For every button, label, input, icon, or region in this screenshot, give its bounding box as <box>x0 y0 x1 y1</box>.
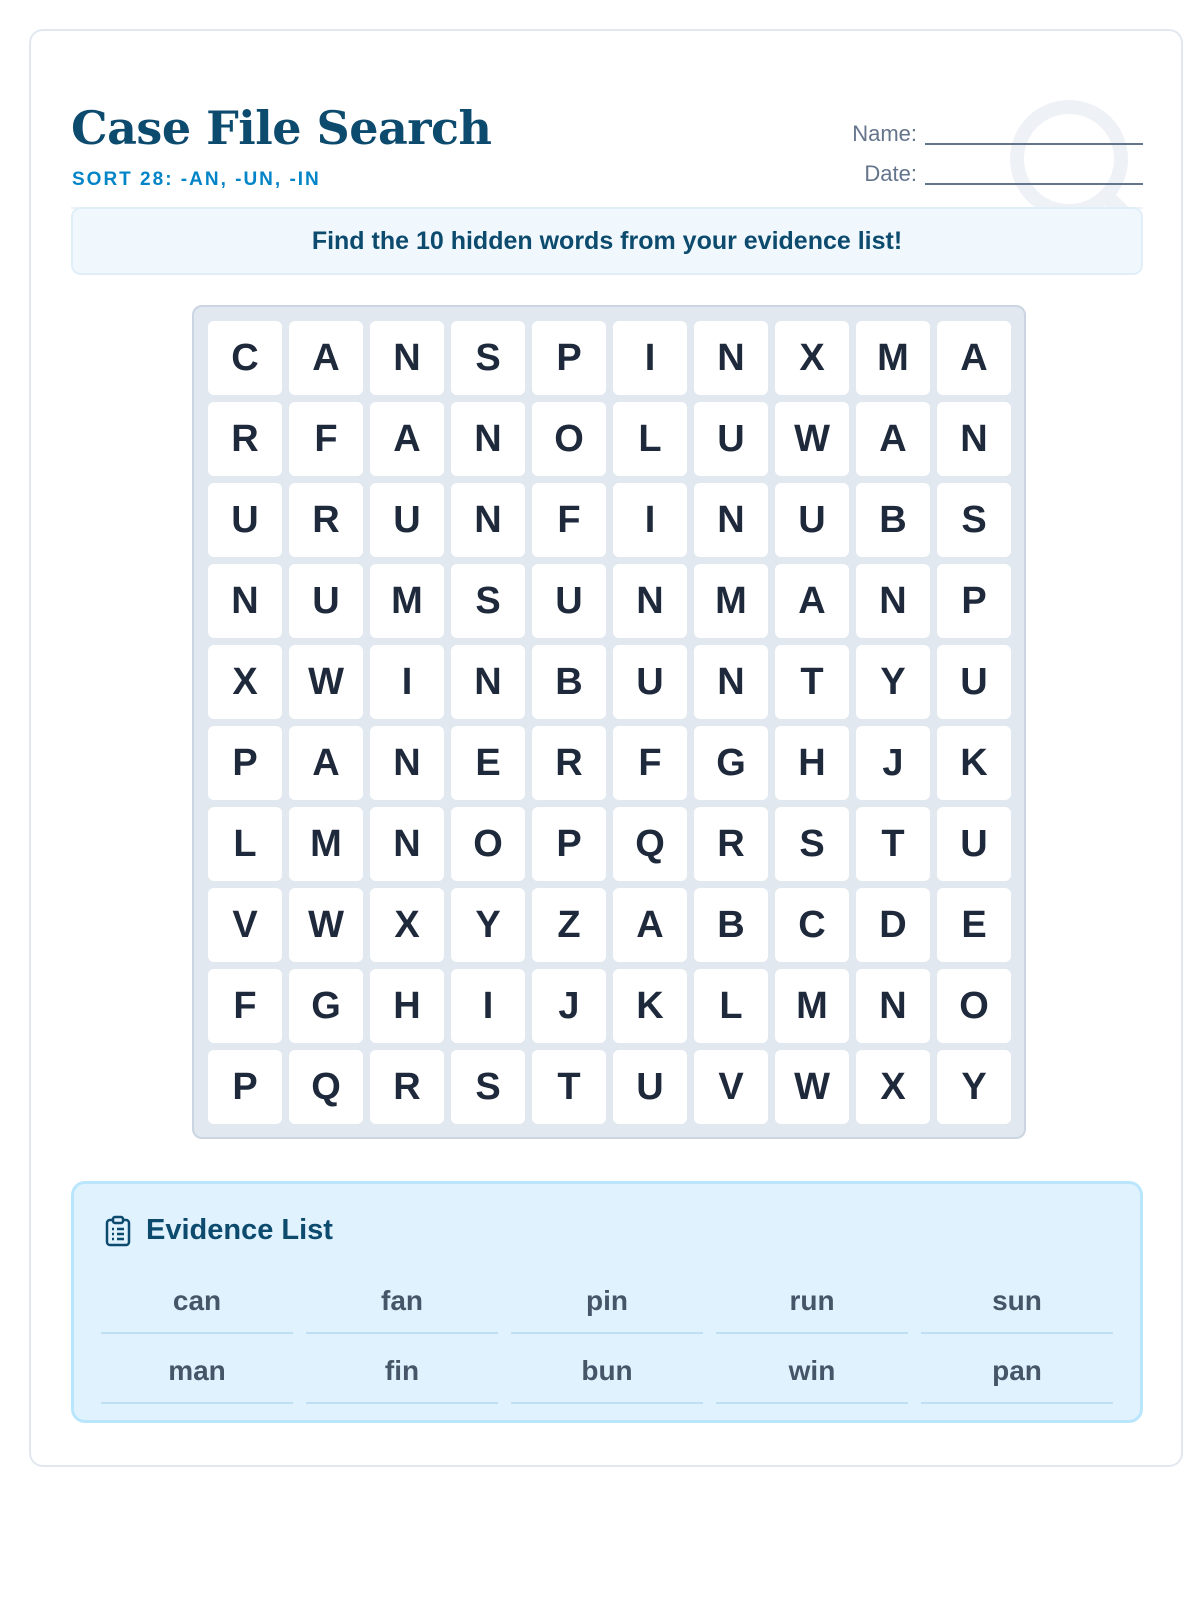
name-label: Name: <box>852 121 917 146</box>
grid-cell[interactable]: F <box>208 969 282 1043</box>
grid-cell[interactable]: X <box>208 645 282 719</box>
grid-cell[interactable]: F <box>532 483 606 557</box>
student-fields <box>803 105 1143 185</box>
grid-cell[interactable]: K <box>937 726 1011 800</box>
grid-cell[interactable]: I <box>451 969 525 1043</box>
grid-cell[interactable]: N <box>856 564 930 638</box>
grid-cell[interactable]: W <box>775 402 849 476</box>
grid-cell[interactable]: B <box>856 483 930 557</box>
grid-cell[interactable]: Q <box>613 807 687 881</box>
grid-cell[interactable]: T <box>532 1050 606 1124</box>
instruction-banner: Find the 10 hidden words from your evidence list! <box>71 207 1143 275</box>
grid-cell[interactable]: I <box>370 645 444 719</box>
grid-cell[interactable]: O <box>532 402 606 476</box>
grid-cell[interactable]: M <box>775 969 849 1043</box>
evidence-list-title: Evidence List <box>146 1214 333 1246</box>
grid-cell[interactable]: N <box>694 483 768 557</box>
grid-cell[interactable]: U <box>532 564 606 638</box>
grid-cell[interactable]: R <box>694 807 768 881</box>
grid-cell[interactable]: H <box>775 726 849 800</box>
grid-cell[interactable]: V <box>694 1050 768 1124</box>
grid-cell[interactable]: C <box>208 321 282 395</box>
grid-cell[interactable]: N <box>451 402 525 476</box>
grid-cell[interactable]: Q <box>289 1050 363 1124</box>
grid-cell[interactable]: N <box>694 645 768 719</box>
grid-cell[interactable]: U <box>694 402 768 476</box>
grid-cell[interactable]: A <box>289 321 363 395</box>
grid-cell[interactable]: J <box>856 726 930 800</box>
evidence-word: pan <box>921 1340 1113 1404</box>
grid-cell[interactable]: D <box>856 888 930 962</box>
grid-cell[interactable]: P <box>532 321 606 395</box>
grid-cell[interactable]: N <box>370 726 444 800</box>
word-search-frame <box>192 305 1026 1139</box>
grid-cell[interactable]: U <box>208 483 282 557</box>
grid-cell[interactable]: U <box>937 645 1011 719</box>
grid-cell[interactable]: P <box>208 1050 282 1124</box>
grid-cell[interactable]: J <box>532 969 606 1043</box>
name-line[interactable] <box>925 121 1143 145</box>
grid-cell[interactable]: K <box>613 969 687 1043</box>
grid-cell[interactable]: M <box>289 807 363 881</box>
evidence-list-panel <box>71 1181 1143 1423</box>
grid-cell[interactable]: Y <box>451 888 525 962</box>
grid-cell[interactable]: R <box>370 1050 444 1124</box>
grid-cell[interactable]: P <box>937 564 1011 638</box>
grid-cell[interactable]: E <box>937 888 1011 962</box>
date-label: Date: <box>864 161 917 186</box>
grid-cell[interactable]: A <box>856 402 930 476</box>
grid-cell[interactable]: Z <box>532 888 606 962</box>
date-line[interactable] <box>925 161 1143 185</box>
grid-cell[interactable]: G <box>694 726 768 800</box>
grid-cell[interactable]: S <box>775 807 849 881</box>
grid-cell[interactable]: N <box>451 483 525 557</box>
grid-cell[interactable]: U <box>289 564 363 638</box>
word-search-grid[interactable] <box>208 321 1010 1124</box>
evidence-word: win <box>716 1340 908 1404</box>
grid-cell[interactable]: M <box>694 564 768 638</box>
evidence-list-header <box>104 1214 333 1247</box>
grid-cell[interactable]: I <box>613 483 687 557</box>
grid-cell[interactable]: Y <box>856 645 930 719</box>
grid-cell[interactable]: T <box>775 645 849 719</box>
grid-cell[interactable]: R <box>532 726 606 800</box>
grid-cell[interactable]: P <box>208 726 282 800</box>
grid-cell[interactable]: I <box>613 321 687 395</box>
grid-cell[interactable]: B <box>532 645 606 719</box>
grid-cell[interactable]: X <box>775 321 849 395</box>
evidence-word: run <box>716 1270 908 1334</box>
grid-cell[interactable]: O <box>451 807 525 881</box>
grid-cell[interactable]: V <box>208 888 282 962</box>
evidence-word: fin <box>306 1340 498 1404</box>
grid-cell[interactable]: L <box>613 402 687 476</box>
grid-cell[interactable]: E <box>451 726 525 800</box>
grid-cell[interactable]: M <box>856 321 930 395</box>
grid-cell[interactable]: G <box>289 969 363 1043</box>
worksheet-header <box>71 71 1143 209</box>
grid-cell[interactable]: N <box>937 402 1011 476</box>
grid-cell[interactable]: Y <box>937 1050 1011 1124</box>
grid-cell[interactable]: T <box>856 807 930 881</box>
grid-cell[interactable]: A <box>289 726 363 800</box>
grid-cell[interactable]: X <box>370 888 444 962</box>
grid-cell[interactable]: U <box>613 645 687 719</box>
evidence-word: man <box>101 1340 293 1404</box>
grid-cell[interactable]: S <box>451 1050 525 1124</box>
grid-cell[interactable]: A <box>370 402 444 476</box>
grid-cell[interactable]: F <box>613 726 687 800</box>
grid-cell[interactable]: M <box>370 564 444 638</box>
name-field[interactable] <box>803 105 1143 145</box>
evidence-word: bun <box>511 1340 703 1404</box>
grid-cell[interactable]: S <box>451 321 525 395</box>
grid-cell[interactable]: X <box>856 1050 930 1124</box>
evidence-word: sun <box>921 1270 1113 1334</box>
grid-cell[interactable]: A <box>775 564 849 638</box>
grid-cell[interactable]: F <box>289 402 363 476</box>
evidence-word-list <box>101 1270 1113 1404</box>
evidence-word: pin <box>511 1270 703 1334</box>
grid-cell[interactable]: L <box>694 969 768 1043</box>
worksheet-page <box>29 29 1183 1467</box>
grid-cell[interactable]: W <box>289 645 363 719</box>
grid-cell[interactable]: R <box>289 483 363 557</box>
grid-cell[interactable]: U <box>937 807 1011 881</box>
grid-cell[interactable]: W <box>289 888 363 962</box>
grid-cell[interactable]: U <box>775 483 849 557</box>
grid-cell[interactable]: S <box>451 564 525 638</box>
sort-subtitle: SORT 28: -AN, -UN, -IN <box>72 169 321 190</box>
clipboard-icon <box>104 1215 132 1247</box>
grid-cell[interactable]: C <box>775 888 849 962</box>
page-title: Case File Search <box>71 101 492 155</box>
grid-cell[interactable]: W <box>775 1050 849 1124</box>
grid-cell[interactable]: U <box>613 1050 687 1124</box>
grid-cell[interactable]: N <box>694 321 768 395</box>
grid-cell[interactable]: N <box>856 969 930 1043</box>
grid-cell[interactable]: N <box>370 807 444 881</box>
grid-cell[interactable]: B <box>694 888 768 962</box>
grid-cell[interactable]: R <box>208 402 282 476</box>
grid-cell[interactable]: N <box>451 645 525 719</box>
grid-cell[interactable]: O <box>937 969 1011 1043</box>
grid-cell[interactable]: N <box>370 321 444 395</box>
grid-cell[interactable]: A <box>937 321 1011 395</box>
grid-cell[interactable]: P <box>532 807 606 881</box>
grid-cell[interactable]: N <box>613 564 687 638</box>
grid-cell[interactable]: H <box>370 969 444 1043</box>
grid-cell[interactable]: N <box>208 564 282 638</box>
evidence-word: can <box>101 1270 293 1334</box>
grid-cell[interactable]: L <box>208 807 282 881</box>
grid-cell[interactable]: U <box>370 483 444 557</box>
date-field[interactable] <box>803 145 1143 185</box>
grid-cell[interactable]: A <box>613 888 687 962</box>
grid-cell[interactable]: S <box>937 483 1011 557</box>
evidence-word: fan <box>306 1270 498 1334</box>
